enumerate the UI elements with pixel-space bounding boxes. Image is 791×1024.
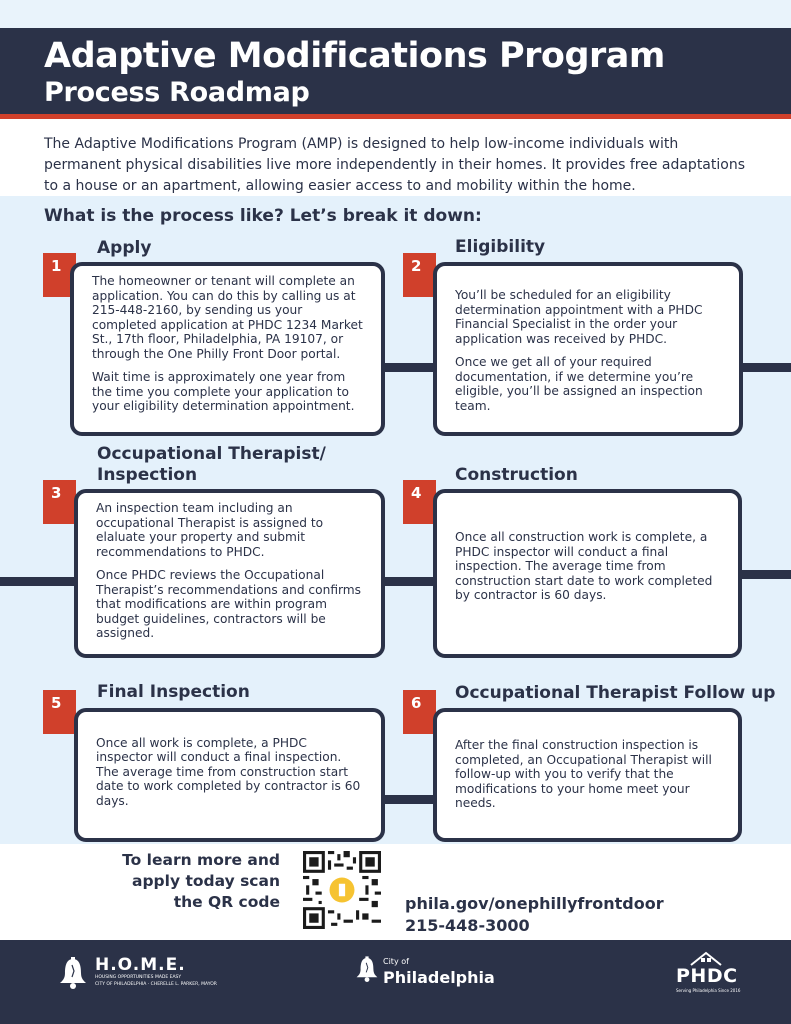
header-accent-line <box>0 114 791 119</box>
home-logo-subline: CITY OF PHILADELPHIA · CHERELLE L. PARKER, MAYOR <box>95 982 217 987</box>
step-text: Once PHDC reviews the Occupational Therapist’s recommendations and confirms that modifications are within program budget guidelines, contractors will be assigned. <box>96 568 362 640</box>
phdc-logo-name: PHDC <box>676 965 738 987</box>
process-heading: What is the process like? Let’s break it down: <box>44 206 482 226</box>
step-number-badge: 4 <box>403 480 436 524</box>
step-text: Once we get all of your required documentation, if we determine you’re eligible, you’ll be assigned an inspection team. <box>455 355 703 413</box>
top-band <box>0 0 791 28</box>
city-logo-name: Philadelphia <box>383 968 495 987</box>
step-title: Occupational Therapist Follow up <box>455 683 776 703</box>
phone-number[interactable]: 215-448-3000 <box>405 916 530 935</box>
step-text: An inspection team including an occupational Therapist is assigned to elaluate your property and submit recommendations to PHDC. <box>96 501 324 559</box>
connector-line <box>0 577 80 586</box>
step-card <box>433 708 742 842</box>
step-card <box>74 489 385 658</box>
intro-paragraph: The Adaptive Modifications Program (AMP) is designed to help low-income individuals with permanent physical disabilities live more independently in their homes. It provides free adaptations to a house or an apartment, allowing easier access to and mobility within the home. <box>44 136 745 194</box>
cta-text: To learn more and apply today scan the QR code <box>122 851 280 911</box>
website-link[interactable]: phila.gov/onephillyfrontdoor <box>405 894 664 913</box>
step-title: Occupational Therapist/ Inspection <box>97 444 326 485</box>
qr-code[interactable] <box>303 851 381 929</box>
liberty-bell-icon <box>58 957 88 991</box>
step-text: Wait time is approximately one year from the time you complete your application to your eligibility determination appointment. <box>92 370 355 413</box>
step-title: Eligibility <box>455 237 546 257</box>
step-card <box>433 262 743 436</box>
phdc-logo-tagline: Serving Philadelphia Since 2016 <box>676 988 741 993</box>
step-text: Once all work is complete, a PHDC inspector will conduct a final inspection. The average time from construction start date to work completed by contractor is 60 days. <box>96 735 361 808</box>
connector-line <box>380 795 440 804</box>
connector-line <box>738 570 791 579</box>
liberty-bell-icon <box>355 955 379 985</box>
step-card <box>70 262 385 436</box>
connector-line <box>738 363 791 372</box>
city-logo-small-text: City of <box>383 957 409 966</box>
step-card <box>74 708 385 842</box>
step-text: The homeowner or tenant will complete an application. You can do this by calling us at 215-448-2160, by sending us your completed application at PHDC 1234 Market St., 17th floor, Philadelphia, PA 19107, or through the One Philly Front Door portal. <box>92 274 363 361</box>
step-text: Once all construction work is complete, a PHDC inspector will conduct a final inspection. The average time from construction start date to work completed by contractor is 60 days. <box>455 530 713 603</box>
step-number-badge: 1 <box>43 253 76 297</box>
step-title: Construction <box>455 465 578 485</box>
phdc-logo <box>672 950 742 995</box>
step-text: You’ll be scheduled for an eligibility determination appointment with a PHDC Financial Specialist in the order your application was received by PHDC. <box>455 288 703 346</box>
house-icon <box>689 950 723 966</box>
connector-line <box>380 577 440 586</box>
city-of-philadelphia-logo <box>355 955 495 991</box>
step-title: Final Inspection <box>97 682 250 702</box>
page-title: Adaptive Modifications Program <box>44 36 665 76</box>
step-text: After the final construction inspection is completed, an Occupational Therapist will follow-up with you to verify that the modifications to your home meet your needs. <box>455 738 712 810</box>
step-number-badge: 5 <box>43 690 76 734</box>
step-number-badge: 6 <box>403 690 436 734</box>
step-card <box>433 489 742 658</box>
home-logo-name: H.O.M.E. <box>95 955 186 975</box>
connector-line <box>380 363 440 372</box>
step-number-badge: 3 <box>43 480 76 524</box>
home-logo <box>58 955 217 995</box>
step-title: Apply <box>97 238 152 258</box>
page-subtitle: Process Roadmap <box>44 77 310 108</box>
step-number-badge: 2 <box>403 253 436 297</box>
home-logo-tagline: HOUSING OPPORTUNITIES MADE EASY <box>95 975 182 980</box>
